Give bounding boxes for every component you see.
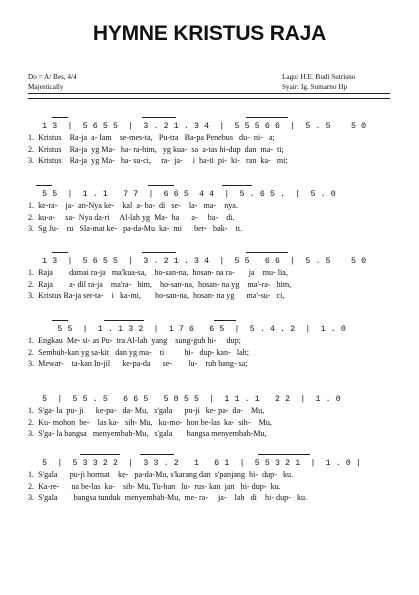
- notation-line: 1 3 | 5 6 5 5 | 3 . 2 1 . 3 4 | 5 5 6 6 | 5 . 5 5 0: [32, 257, 367, 266]
- lyric-verse-1: 1. Engkau Me- si- as Pu- tra Al-lah yang sung-guh hi- dup;: [28, 336, 241, 345]
- beam-line: [246, 252, 288, 253]
- lyric-verse-3: 3. Sg Ju- ru Sla-mat ke- pa-da-Mu ka- mi ber- bak- ti.: [28, 224, 243, 234]
- key-signature: Do = A/ Bes, 4/4: [28, 73, 77, 81]
- composer-credit: Lagu: H.E. Budi Sutrisno: [282, 73, 356, 81]
- lyric-verse-2: 2. Ku- mohon be- las ka- sih- Mu, ku-mo- hon be-las ka- sih- Mu,: [28, 417, 272, 427]
- notation-line: 5 | 5 3 3 2 2 | 3 3 . 2 1 6 1 | 5 5 3 2 1 | 1 . 0 |: [32, 459, 362, 468]
- beam-row: [32, 388, 392, 394]
- lyric-verse-1: 1. Kristus Ra-ja a- lam se-mes-ta, Pu-tra Ba-pa Penebus du- ni- a;: [28, 133, 275, 142]
- beam-line: [258, 454, 310, 455]
- beam-row: [32, 318, 392, 324]
- beam-line: [36, 185, 52, 186]
- lyric-verse-1: 1. ke-ra- ja- an-Nya ke- kal a- ba- di se- la- ma- nya.: [28, 201, 238, 210]
- song-title: HYMNE KRISTUS RAJA: [92, 22, 327, 45]
- lyric-verse-3: 3. Kristus Ra-ja ser-ta- i ka-mi, ho-san-na, hosan- na yg ma'-su- ci,: [28, 291, 285, 301]
- lyric-verse-1: 1. S'gala pu-ji hormat ke- pa-da-Mu, s'karang dan s'panjang hi- dup- ku.: [28, 470, 294, 479]
- lyric-verse-3: 3. Kristus Ra-ja yg Ma- ha- su-ci, ra- ja- i ha-ti pi- ki- ran ka- mi;: [28, 156, 288, 166]
- beam-row: [32, 250, 392, 256]
- lyric-verse-1: 1. Raja damai ra-ja ma'kua-sa, ho-san-na, hosan- na ra- ja mu- lia,: [28, 268, 288, 277]
- beam-line: [52, 252, 68, 253]
- beam-line: [52, 117, 68, 118]
- beam-line: [80, 454, 120, 455]
- music-system-1: [0, 115, 419, 167]
- music-system-6: [0, 452, 419, 504]
- lyric-verse-2: 2. Kristus Ra-ja yg Ma- ha- ra-him, yg kua- sa a-tas hi-dup dan ma- ti;: [28, 144, 284, 154]
- beam-line: [52, 320, 68, 321]
- beam-line: [222, 185, 252, 186]
- beam-line: [140, 454, 174, 455]
- notation-line: 5 5 | 1 . 1 7 7 | 6 6 5 4 4 | 5 . 6 5 . | 5 . 0: [32, 190, 336, 199]
- meta-right: [282, 72, 355, 92]
- lyric-verse-2: 2. Raja a- dil ra-ja ma'ra- him, ho-san-na, hosan- na yg ma'-ra- him,: [28, 279, 292, 289]
- meta-left: [28, 72, 77, 92]
- music-system-2: [0, 183, 419, 235]
- beam-line: [142, 252, 176, 253]
- notation-line: 1 3 | 5 6 5 5 | 3 . 2 1 . 3 4 | 5 5 5 6 6 | 5 . 5 5 0: [32, 122, 367, 131]
- lyric-verse-3: 3. S'ga- la bangsa menyembah-Mu, s'gala bangsa menyembah-Mu,: [28, 429, 267, 439]
- lyric-verse-1: 1. S'ga- la pu- ji ke-pa- da- Mu, s'gala pu-ji ke- pa- da- Mu,: [28, 406, 265, 415]
- lyric-verse-2: 2. Ka-re- na be-las ka- sih- Mu, Tu-han lu- rus- kan jan hi- dup- ku.: [28, 481, 281, 491]
- beam-line: [104, 320, 144, 321]
- beam-row: [32, 183, 392, 189]
- music-system-3: [0, 250, 419, 302]
- beam-row: [32, 115, 392, 121]
- music-system-4: [0, 318, 419, 370]
- lyric-verse-3: 3. Mewar- ta-kan In-jil ke-pa-da se- lu- ruh bang- sa;: [28, 359, 248, 369]
- notation-line: 5 5 | 1 . 1 3 2 | 1 7 6 6 5 | 5 . 4 . 2 | 1 . 0: [32, 325, 346, 334]
- beam-line: [142, 117, 176, 118]
- lyricist-credit: Syair: Ig. Sumarno Hp: [282, 83, 348, 91]
- lyric-verse-2: 2. Sembuh-kan yg sa-kit dan yg ma- ti hi- dup- kan- lah;: [28, 347, 249, 357]
- tempo-marking: Majestically: [28, 83, 64, 91]
- notation-line: 5 | 5 5 . 5 6 6 5 5 0 5 5 | 1 1 . 1 2 2 | 1 . 0: [32, 395, 341, 404]
- music-system-5: [0, 388, 419, 440]
- beam-line: [148, 185, 174, 186]
- lyric-verse-2: 2. ku-a- sa- Nya da-ri Al-lah yg Ma- ha a- ba- di.: [28, 212, 235, 222]
- beam-line: [246, 117, 288, 118]
- double-rule: [28, 93, 390, 99]
- beam-row: [32, 452, 392, 458]
- beam-line: [214, 320, 236, 321]
- lyric-verse-3: 3. S'gala bangsa tunduk menyembah-Mu, me- ra- ja- lah di hi- dup- ku.: [28, 493, 308, 503]
